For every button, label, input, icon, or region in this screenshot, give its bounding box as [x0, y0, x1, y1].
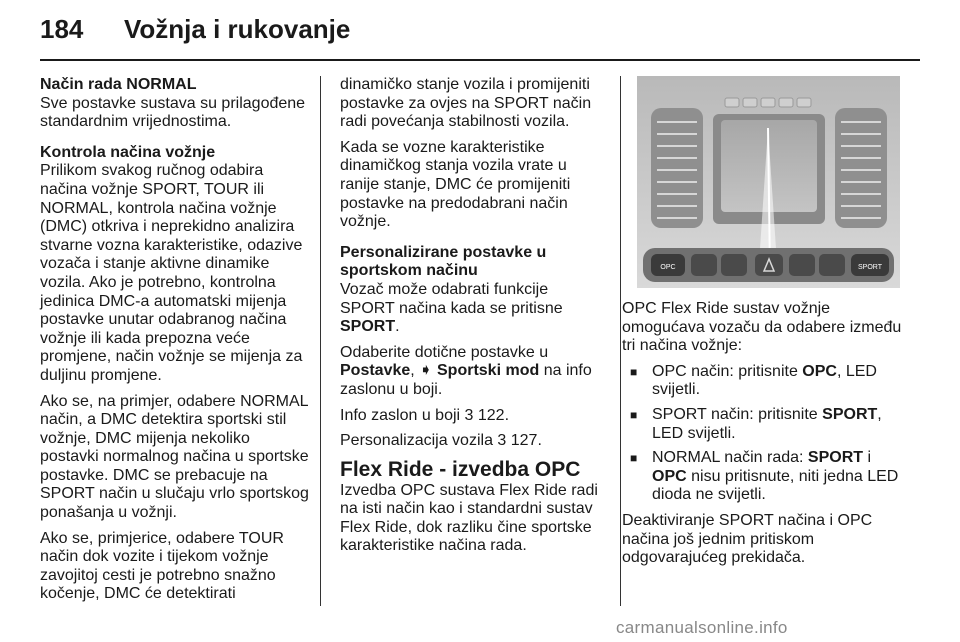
paragraph: Kada se vozne karakteristike dinamičkog stanja vozila vrate u ranije stanje, DMC će promijeniti postavke na predodabrani način vožnje.: [340, 138, 571, 231]
cross-reference: [340, 407, 605, 426]
opc-label: OPC: [802, 362, 837, 380]
text: Vozač može odabrati funkcije SPORT načina kada se pritisne: [340, 280, 563, 317]
text: , LED svijetli.: [652, 362, 877, 399]
opc-label: OPC: [652, 467, 687, 485]
reference-icon: 3: [497, 432, 507, 450]
heading-normal-mode: Način rada NORMAL: [40, 76, 197, 93]
mode-list: [622, 363, 907, 505]
sport-button: [851, 254, 889, 276]
cross-reference: [340, 432, 605, 451]
text: NORMAL način rada:: [652, 449, 808, 467]
list-item: [622, 406, 907, 443]
section-title: Vožnja i rukovanje: [124, 14, 351, 44]
svg-text:SPORT: SPORT: [858, 264, 882, 271]
heading-flex-ride-opc: Flex Ride - izvedba OPC: [340, 457, 581, 481]
text: Info zaslon u boji: [340, 406, 465, 424]
text: Personalizacija vozila: [340, 432, 498, 450]
text: i: [863, 449, 872, 467]
paragraph: Ako se, na primjer, odabere NORMAL način, a DMC detektira sportski stil vožnje, DMC mijenja nekoliko postavki normalnog načina u sportske postavke. DMC se prebacuje na SPORT način u slučaju vrlo sportskog ponašanja u vožnji.: [40, 392, 309, 522]
paragraph: Izvedba OPC sustava Flex Ride radi na isti način kao i standardni sustav Flex Ride, dok razliku čine sportske karakteristike načina rada.: [340, 481, 598, 555]
paragraph: OPC Flex Ride sustav vožnje omogućava vozaču da odabere između tri načina vožnje:: [622, 300, 902, 355]
heading-drive-mode-control: Kontrola načina vožnje: [40, 143, 216, 161]
right-air-vent: [835, 108, 887, 228]
settings-label: Postavke: [340, 362, 411, 380]
text: OPC način: pritisnite: [652, 362, 803, 380]
text: Odaberite dotične postavke u: [340, 343, 549, 361]
list-item: [622, 449, 907, 505]
text: na info zaslonu u boji.: [340, 362, 592, 398]
paragraph: dinamičko stanje vozila i promijeniti postavke za ovjes na SPORT način radi povećanja stabilnosti vozila.: [340, 76, 592, 131]
paragraph: Ako se, primjerice, odabere TOUR način dok vozite i tijekom vožnje zavojitoj cesti je potrebno snažno kočenje, DMC će detektirati: [40, 529, 284, 603]
paragraph: [340, 344, 605, 400]
text: ,: [410, 362, 420, 380]
bullet-icon: ■: [630, 364, 638, 379]
arrow-icon: ➧: [419, 362, 433, 380]
center-buttons: [691, 254, 845, 276]
list-item: [622, 363, 907, 400]
page-number: 184: [40, 14, 84, 44]
paragraph: Prilikom svakog ručnog odabira načina vožnje SPORT, TOUR ili NORMAL, kontrola načina vožnje (DMC) otkriva i neprekidno analizira stvarne vozna karakteristike, odazive vozača i stanje aktivne dinamike vozila. Ako je potrebno, kontrolna jedinica DMC-a automatski mijenja postavke unutar odabranog načina vožnje ili kada prepozna veće promjene, način vožnje se mijenja za duljinu promjene.: [40, 162, 303, 384]
sport-label: SPORT: [340, 318, 396, 336]
svg-text:OPC: OPC: [660, 264, 676, 271]
sport-mode-label: Sportski mod: [432, 362, 540, 380]
bullet-icon: ■: [630, 407, 638, 422]
paragraph: [340, 281, 605, 337]
bullet-icon: ■: [630, 451, 638, 466]
opc-button: [651, 254, 685, 276]
dashboard-photo: [637, 76, 900, 288]
text: .: [395, 318, 400, 336]
column-1: [40, 76, 312, 611]
text: SPORT način: pritisnite: [652, 405, 823, 423]
column-2: [340, 76, 605, 563]
paragraph: Sve postavke sustava su prilagođene standardnim vrijednostima.: [40, 94, 306, 131]
page-header: [40, 14, 920, 58]
watermark: carmanualsonline.info: [616, 618, 788, 637]
heading-personalized-sport: Personalizirane postavke u sportskom načinu: [340, 243, 547, 280]
text: nisu pritisnute, niti jedna LED dioda ne svijetli.: [652, 467, 899, 504]
column-divider: [620, 76, 621, 606]
reference-icon: 3: [464, 406, 474, 424]
left-air-vent: [651, 108, 703, 228]
page-ref: 122.: [473, 406, 510, 424]
sport-label: SPORT: [822, 405, 878, 423]
paragraph: Deaktiviranje SPORT načina i OPC načina još jednim pritiskom odgovarajućeg prekidača.: [622, 511, 873, 567]
top-switch-row: [725, 98, 811, 107]
header-rule: [40, 59, 920, 61]
sport-label: SPORT: [807, 449, 864, 467]
column-divider: [320, 76, 321, 606]
text: , LED svijetli.: [652, 405, 882, 442]
page-ref: 127.: [506, 432, 542, 450]
column-3: [622, 300, 907, 575]
